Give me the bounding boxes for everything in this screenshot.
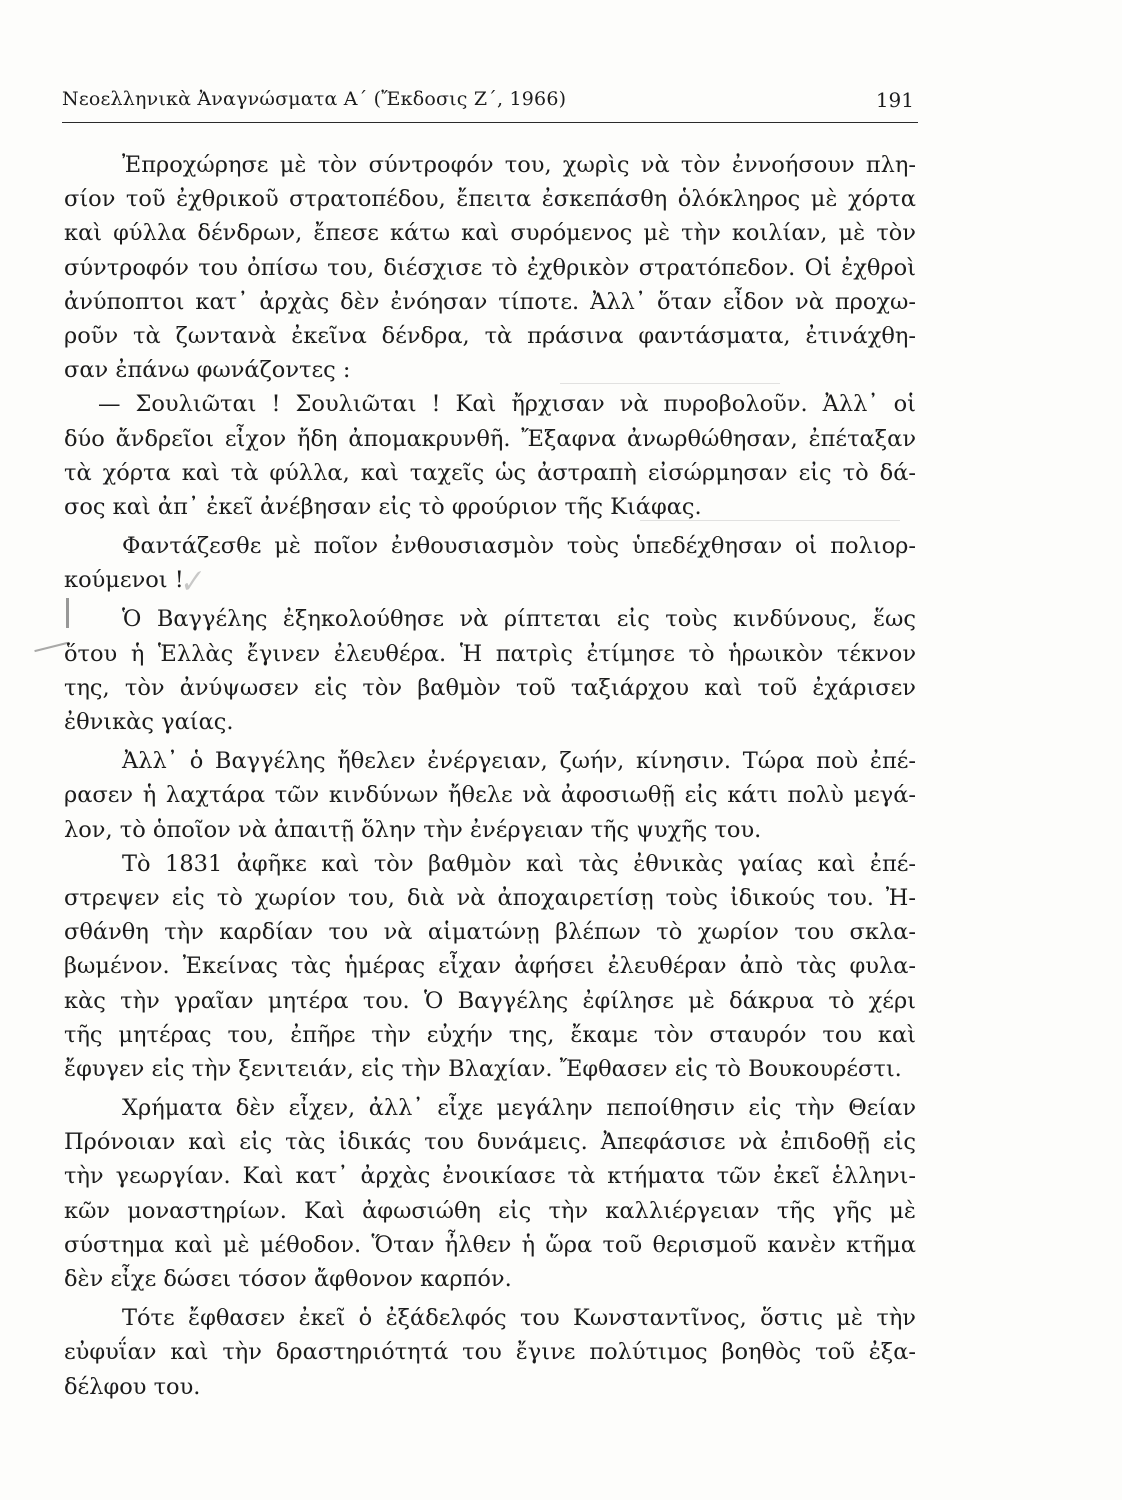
text-line: — Σουλιῶται ! Σουλιῶται ! Καὶ ἤρχισαν νὰ πυροβολοῦν. Ἀλλ᾽ οἱ [98,391,916,418]
text-line: λον, τὸ ὁποῖον νὰ ἀπαιτῇ ὅλην τὴν ἐνέργειαν τῆς ψυχῆς του. [64,816,762,843]
text-line: ἀνύποπτοι κατ᾽ ἀρχὰς δὲν ἐνόησαν τίποτε. Ἀλλ᾽ ὅταν εἶδον νὰ προχω- [64,288,916,315]
text-line: τὴν γεωργίαν. Καὶ κατ᾽ ἀρχὰς ἐνοικίασε τὰ κτήματα τῶν ἐκεῖ ἑλληνι- [64,1163,916,1190]
text-line: ροῦν τὰ ζωντανὰ ἐκεῖνα δένδρα, τὰ πράσινα φαντάσματα, ἐτινάχθη- [64,322,916,349]
text-line: σθάνθη τὴν καρδίαν του νὰ αἱματώνῃ βλέπων τὸ χωρίον του σκλα- [64,919,916,946]
text-line: κὰς τὴν γραῖαν μητέρα του. Ὁ Βαγγέλης ἐφίλησε μὲ δάκρυα τὸ χέρι [64,987,916,1014]
text-line: ρασεν ἡ λαχτάρα τῶν κινδύνων ἤθελε νὰ ἀφοσιωθῇ εἰς κάτι πολὺ μεγά- [64,782,916,809]
text-line: σύντροφόν του ὀπίσω του, διέσχισε τὸ ἐχθρικὸν στρατόπεδον. Οἱ ἐχθροὶ [64,254,916,281]
text-line: Τότε ἔφθασεν ἐκεῖ ὁ ἐξάδελφός του Κωνσταντῖνος, ὅστις μὲ τὴν [122,1305,916,1332]
text-line: κῶν μοναστηρίων. Καὶ ἀφωσιώθη εἰς τὴν καλλιέργειαν τῆς γῆς μὲ [64,1197,916,1224]
text-line: δύο ἄνδρεῖοι εἶχον ἤδη ἀπομακρυνθῆ. Ἔξαφνα ἀνωρθώθησαν, ἐπέταξαν [64,425,916,452]
text-line: Ἀλλ᾽ ὁ Βαγγέλης ἤθελεν ἐνέργειαν, ζωήν, κίνησιν. Τώρα ποὺ ἐπέ- [122,748,916,775]
text-line: βωμένον. Ἐκείνας τὰς ἡμέρας εἶχαν ἀφήσει ἐλευθέραν ἀπὸ τὰς φυλα- [64,953,916,980]
text-line: κούμενοι ! [64,567,184,594]
text-line: στρεψεν εἰς τὸ χωρίον του, διὰ νὰ ἀποχαιρετίσῃ τοὺς ἰδικούς του. Ἠ- [64,884,916,911]
text-line: ἐθνικὰς γαίας. [64,709,234,735]
text-line: Τὸ 1831 ἀφῆκε καὶ τὸν βαθμὸν καὶ τὰς ἐθνικὰς γαίας καὶ ἐπέ- [122,850,916,877]
text-line: Ἐπροχώρησε μὲ τὸν σύντροφόν του, χωρὶς νὰ τὸν ἐννοήσουν πλη- [122,152,916,178]
text-line: εὐφυΐαν καὶ τὴν δραστηριότητά του ἔγινε πολύτιμος βοηθὸς τοῦ ἐξα- [64,1339,916,1366]
text-line: τῆς μητέρας του, ἐπῆρε τὴν εὐχήν της, ἔκαμε τὸν σταυρόν του καὶ [64,1021,916,1048]
pencil-checkmark-icon: ✓ [175,563,206,602]
body-text [64,148,916,1404]
text-line: σαν ἐπάνω φωνάζοντες : [64,357,351,384]
text-line: ἔφυγεν εἰς τὴν ξενιτειάν, εἰς τὴν Βλαχίαν. Ἔφθασεν εἰς τὸ Βουκουρέστι. [64,1055,902,1082]
text-line: δέλφου του. [64,1373,201,1400]
text-line: δὲν εἶχε δώσει τόσον ἄφθονον καρπόν. [64,1266,512,1292]
text-line: Χρήματα δὲν εἶχεν, ἀλλ᾽ εἶχε μεγάλην πεποίθησιν εἰς τὴν Θείαν [122,1095,916,1122]
pencil-margin-mark [34,642,67,652]
text-line: Πρόνοιαν καὶ εἰς τὰς ἰδικάς του δυνάμεις. Ἀπεφάσισε νὰ ἐπιδοθῇ εἰς [64,1129,916,1156]
running-header [62,88,918,123]
text-line: σίον τοῦ ἐχθρικοῦ στρατοπέδου, ἔπειτα ἐσκεπάσθη ὁλόκληρος μὲ χόρτα [64,186,916,213]
text-line: σύστημα καὶ μὲ μέθοδον. Ὅταν ἦλθεν ἡ ὥρα τοῦ θερισμοῦ κανὲν κτῆμα [64,1231,916,1258]
text-line: τὰ χόρτα καὶ τὰ φύλλα, καὶ ταχεῖς ὡς ἀστραπὴ εἰσώρμησαν εἰς τὸ δά- [64,459,916,486]
running-header-title: Νεοελληνικὰ Ἀναγνώσματα Α΄ (Ἔκδοσις Ζ΄, 1966) [62,88,567,110]
text-line: της, τὸν ἀνύψωσεν εἰς τὸν βαθμὸν τοῦ ταξιάρχου καὶ τοῦ ἐχάρισεν [64,674,916,701]
text-line: ὅτου ἡ Ἑλλὰς ἔγινεν ἐλευθέρα. Ἡ πατρὶς ἐτίμησε τὸ ἡρωικὸν τέκνον [64,640,916,667]
text-line: σος καὶ ἀπ᾽ ἐκεῖ ἀνέβησαν εἰς τὸ φρούριον τῆς Κιάφας. [64,493,702,520]
text-line: Φαντάζεσθε μὲ ποῖον ἐνθουσιασμὸν τοὺς ὑπεδέχθησαν οἱ πολιορ- [122,533,916,560]
page-number: 191 [875,88,914,112]
text-line: καὶ φύλλα δένδρων, ἔπεσε κάτω καὶ συρόμενος μὲ τὴν κοιλίαν, μὲ τὸν [64,220,916,247]
text-line: Ὁ Βαγγέλης ἐξηκολούθησε νὰ ρίπτεται εἰς τοὺς κινδύνους, ἕως [122,606,916,633]
